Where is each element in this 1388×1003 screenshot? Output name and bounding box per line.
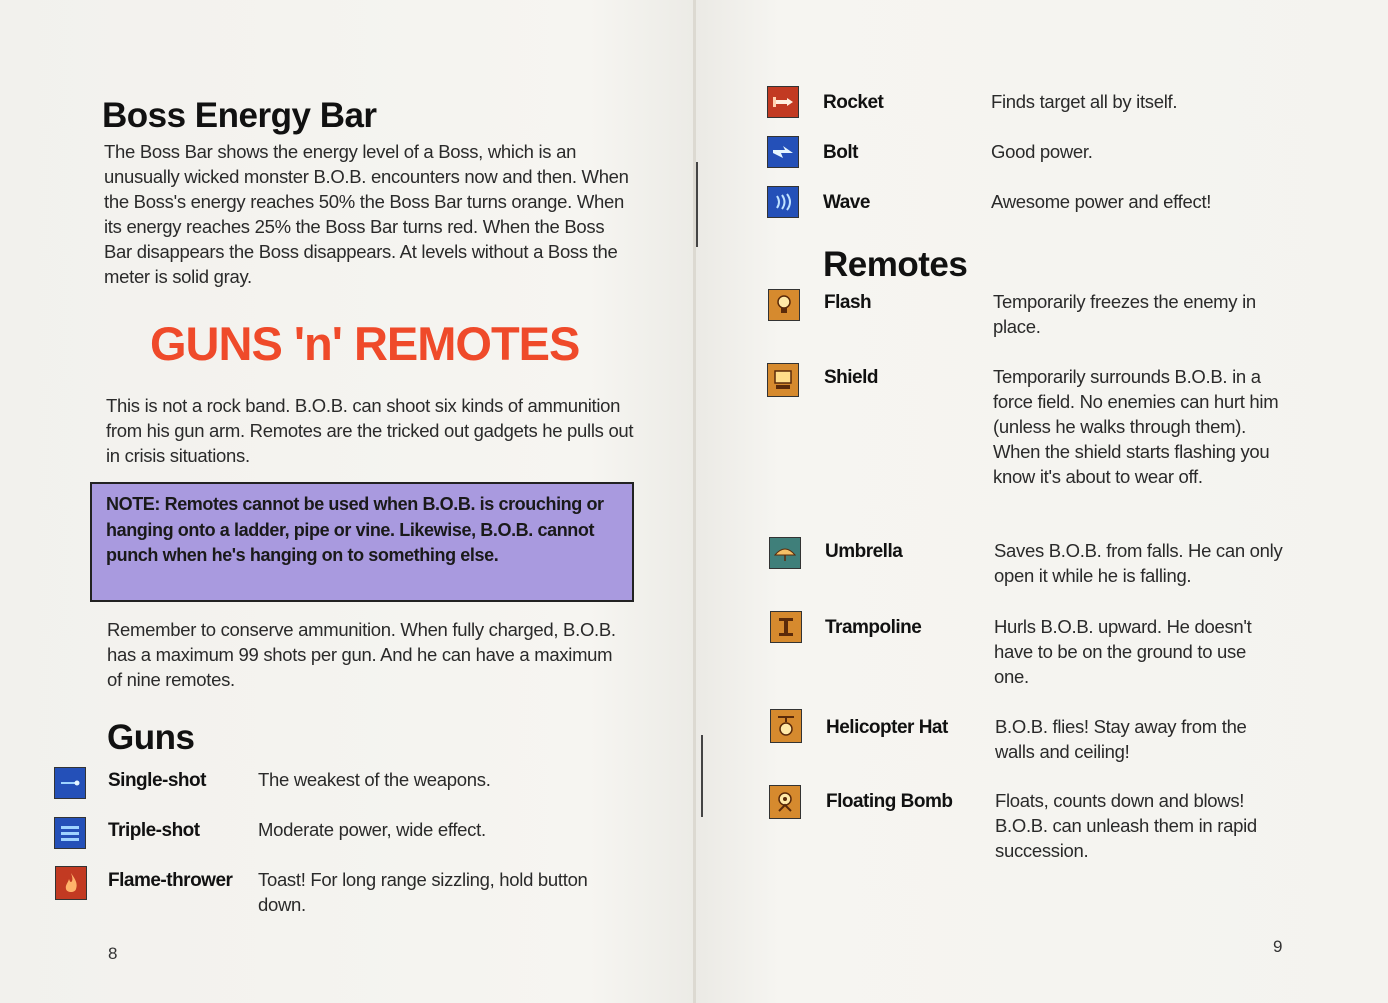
remote-desc-umbrella: Saves B.O.B. from falls. He can only open it while he is falling. [994,540,1283,586]
remote-name-helicopter-hat: Helicopter Hat [826,717,948,738]
remote-name-floating-bomb: Floating Bomb [826,791,953,812]
gun-name-bolt: Bolt [823,142,858,163]
floating-bomb-icon [769,785,801,819]
flash-icon [768,289,800,321]
gun-name-wave: Wave [823,192,870,213]
boss-energy-bar-heading: Boss Energy Bar [102,96,377,135]
gun-desc-bolt: Good power. [991,141,1093,162]
trampoline-icon [770,611,802,643]
spine-mark [696,162,698,247]
page-number-left: 8 [108,944,118,963]
helicopter-hat-icon [770,709,802,743]
rocket-icon [767,86,799,118]
gun-desc-rocket: Finds target all by itself. [991,91,1178,112]
note-box: NOTE: Remotes cannot be used when B.O.B. is crouching or hanging onto a ladder, pipe or vine. Likewise, B.O.B. cannot punch when he's hanging on to something else. [90,482,634,602]
shield-icon [767,363,799,397]
remote-desc-trampoline: Hurls B.O.B. upward. He doesn't have to be on the ground to use one. [994,616,1252,687]
spine-mark [701,735,703,817]
remote-desc-helicopter-hat: B.O.B. flies! Stay away from the walls and ceiling! [995,716,1247,762]
gun-desc-triple-shot: Moderate power, wide effect. [258,819,486,840]
wave-icon [767,186,799,218]
remote-desc-floating-bomb: Floats, counts down and blows! B.O.B. can unleash them in rapid succession. [995,790,1257,861]
triple-shot-icon [54,817,86,849]
remote-desc-shield: Temporarily surrounds B.O.B. in a force field. No enemies can hurt him (unless he walks through them). When the shield starts flashing you know it's about to wear off. [993,366,1279,487]
bolt-icon [767,136,799,168]
remote-name-trampoline: Trampoline [825,617,922,638]
book-spine [693,0,696,1003]
gun-desc-wave: Awesome power and effect! [991,191,1212,212]
gun-desc-flame-thrower: Toast! For long range sizzling, hold button down. [258,869,588,915]
remote-desc-flash: Temporarily freezes the enemy in place. [993,291,1256,337]
remotes-heading: Remotes [823,245,968,284]
gun-name-flame-thrower: Flame-thrower [108,870,233,891]
remote-name-flash: Flash [824,292,872,313]
gun-name-rocket: Rocket [823,92,884,113]
gun-desc-single-shot: The weakest of the weapons. [258,769,491,790]
page-title: GUNS 'n' REMOTES [150,317,580,370]
conserve-paragraph: Remember to conserve ammunition. When fully charged, B.O.B. has a maximum 99 shots per gun. And he can have a maximum of nine remotes. [107,619,616,690]
gun-name-single-shot: Single-shot [108,770,206,791]
remote-name-shield: Shield [824,367,879,388]
flame-thrower-icon [55,866,87,900]
umbrella-icon [769,537,801,569]
guns-heading: Guns [107,718,195,757]
remote-name-umbrella: Umbrella [825,541,903,562]
page-number-right: 9 [1273,937,1283,956]
boss-energy-paragraph: The Boss Bar shows the energy level of a Boss, which is an unusually wicked monster B.O.B. encounters now and then. When the Boss's energy reaches 50% the Boss Bar turns orange. When its energy reaches 25% the Boss Bar turns red. When the Boss Bar disappears the Boss disappears. At levels without a Boss the meter is solid gray. [104,141,629,287]
single-shot-icon [54,767,86,799]
gun-name-triple-shot: Triple-shot [108,820,200,841]
intro-paragraph: This is not a rock band. B.O.B. can shoot six kinds of ammunition from his gun arm. Remotes are the tricked out gadgets he pulls out in crisis situations. [106,395,634,466]
